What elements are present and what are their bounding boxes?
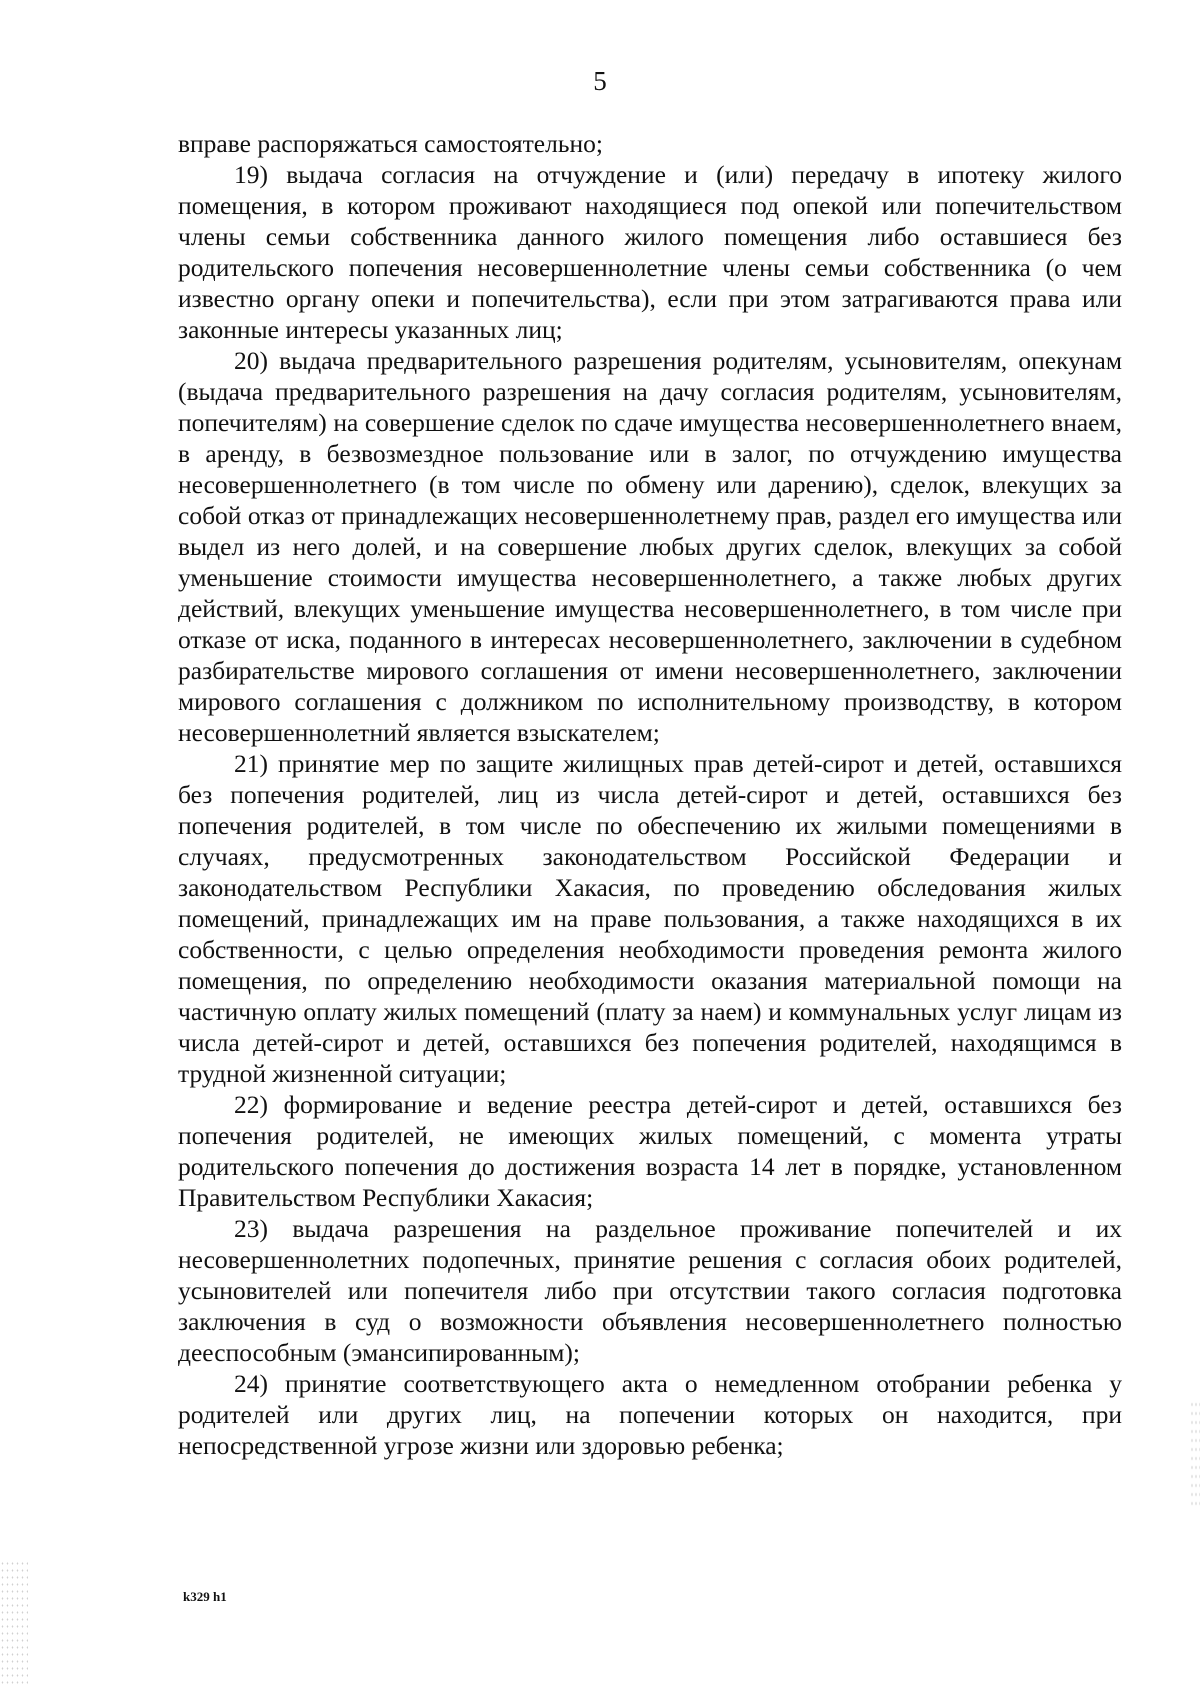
paragraph-item-19: 19) выдача согласия на отчуждение и (или) передачу в ипотеку жилого помещения, в котором проживают находящиеся под опекой или попечительством члены семьи собственника данного жилого помещения либо оставшиеся без родительского попечения несовершеннолетние члены семьи собственника (о чем известно органу опеки и попечительства), если при этом затрагиваются права или законные интересы указанных лиц; — [178, 160, 1122, 344]
footer-document-code: k329 h1 — [183, 1589, 227, 1604]
paragraph-continuation: вправе распоряжаться самостоятельно; — [178, 129, 603, 158]
paragraph-item-24: 24) принятие соответствующего акта о немедленном отобрании ребенка у родителей или других лиц, на попечении которых он находится, при непосредственной угрозе жизни или здоровью ребенка; — [178, 1369, 1122, 1460]
body-text — [178, 128, 1122, 1461]
page-number: 5 — [593, 66, 607, 96]
scan-noise-left — [0, 1560, 28, 1686]
paragraph-item-20: 20) выдача предварительного разрешения родителям, усыновителям, опекунам (выдача предварительного разрешения на дачу согласия родителям, усыновителям, попечителям) на совершение сделок по сдаче имущества несовершеннолетнего внаем, в аренду, в безвозмездное пользование или в залог, по отчуждению имущества несовершеннолетнего (в том числе по обмену или дарению), сделок, влекущих за собой отказ от принадлежащих несовершеннолетнему прав, раздел его имущества или выдел из него долей, и на совершение любых других сделок, влекущих за собой уменьшение стоимости имущества несовершеннолетнего, а также любых других действий, влекущих уменьшение имущества несовершеннолетнего, в том числе при отказе от иска, поданного в интересах несовершеннолетнего, заключении в судебном разбирательстве мирового соглашения от имени несовершеннолетнего, заключении мирового соглашения с должником по исполнительному производству, в котором несовершеннолетний является взыскателем; — [178, 346, 1122, 747]
paragraph-item-22: 22) формирование и ведение реестра детей-сирот и детей, оставшихся без попечения родителей, не имеющих жилых помещений, с момента утраты родительского попечения до достижения возраста 14 лет в порядке, установленном Правительством Республики Хакасия; — [178, 1090, 1122, 1212]
paragraph-item-23: 23) выдача разрешения на раздельное проживание попечителей и их несовершеннолетних подопечных, принятие решения с согласия обоих родителей, усыновителей или попечителя либо при отсутствии такого согласия подготовка заключения в суд о возможности объявления несовершеннолетнего полностью дееспособным (эмансипированным); — [178, 1214, 1122, 1367]
paragraph-item-21: 21) принятие мер по защите жилищных прав детей-сирот и детей, оставшихся без попечения родителей, лиц из числа детей-сирот и детей, оставшихся без попечения родителей, в том числе по обеспечению их жилыми помещениями в случаях, предусмотренных законодательством Российской Федерации и законодательством Республики Хакасия, по проведению обследования жилых помещений, принадлежащих им на праве пользования, а также находящихся в их собственности, с целью определения необходимости проведения ремонта жилого помещения, по определению необходимости оказания материальной помощи на частичную оплату жилых помещений (плату за наем) и коммунальных услуг лицам из числа детей-сирот и детей, оставшихся без попечения родителей, находящимся в трудной жизненной ситуации; — [178, 749, 1122, 1088]
scan-noise-right — [1190, 1400, 1200, 1510]
